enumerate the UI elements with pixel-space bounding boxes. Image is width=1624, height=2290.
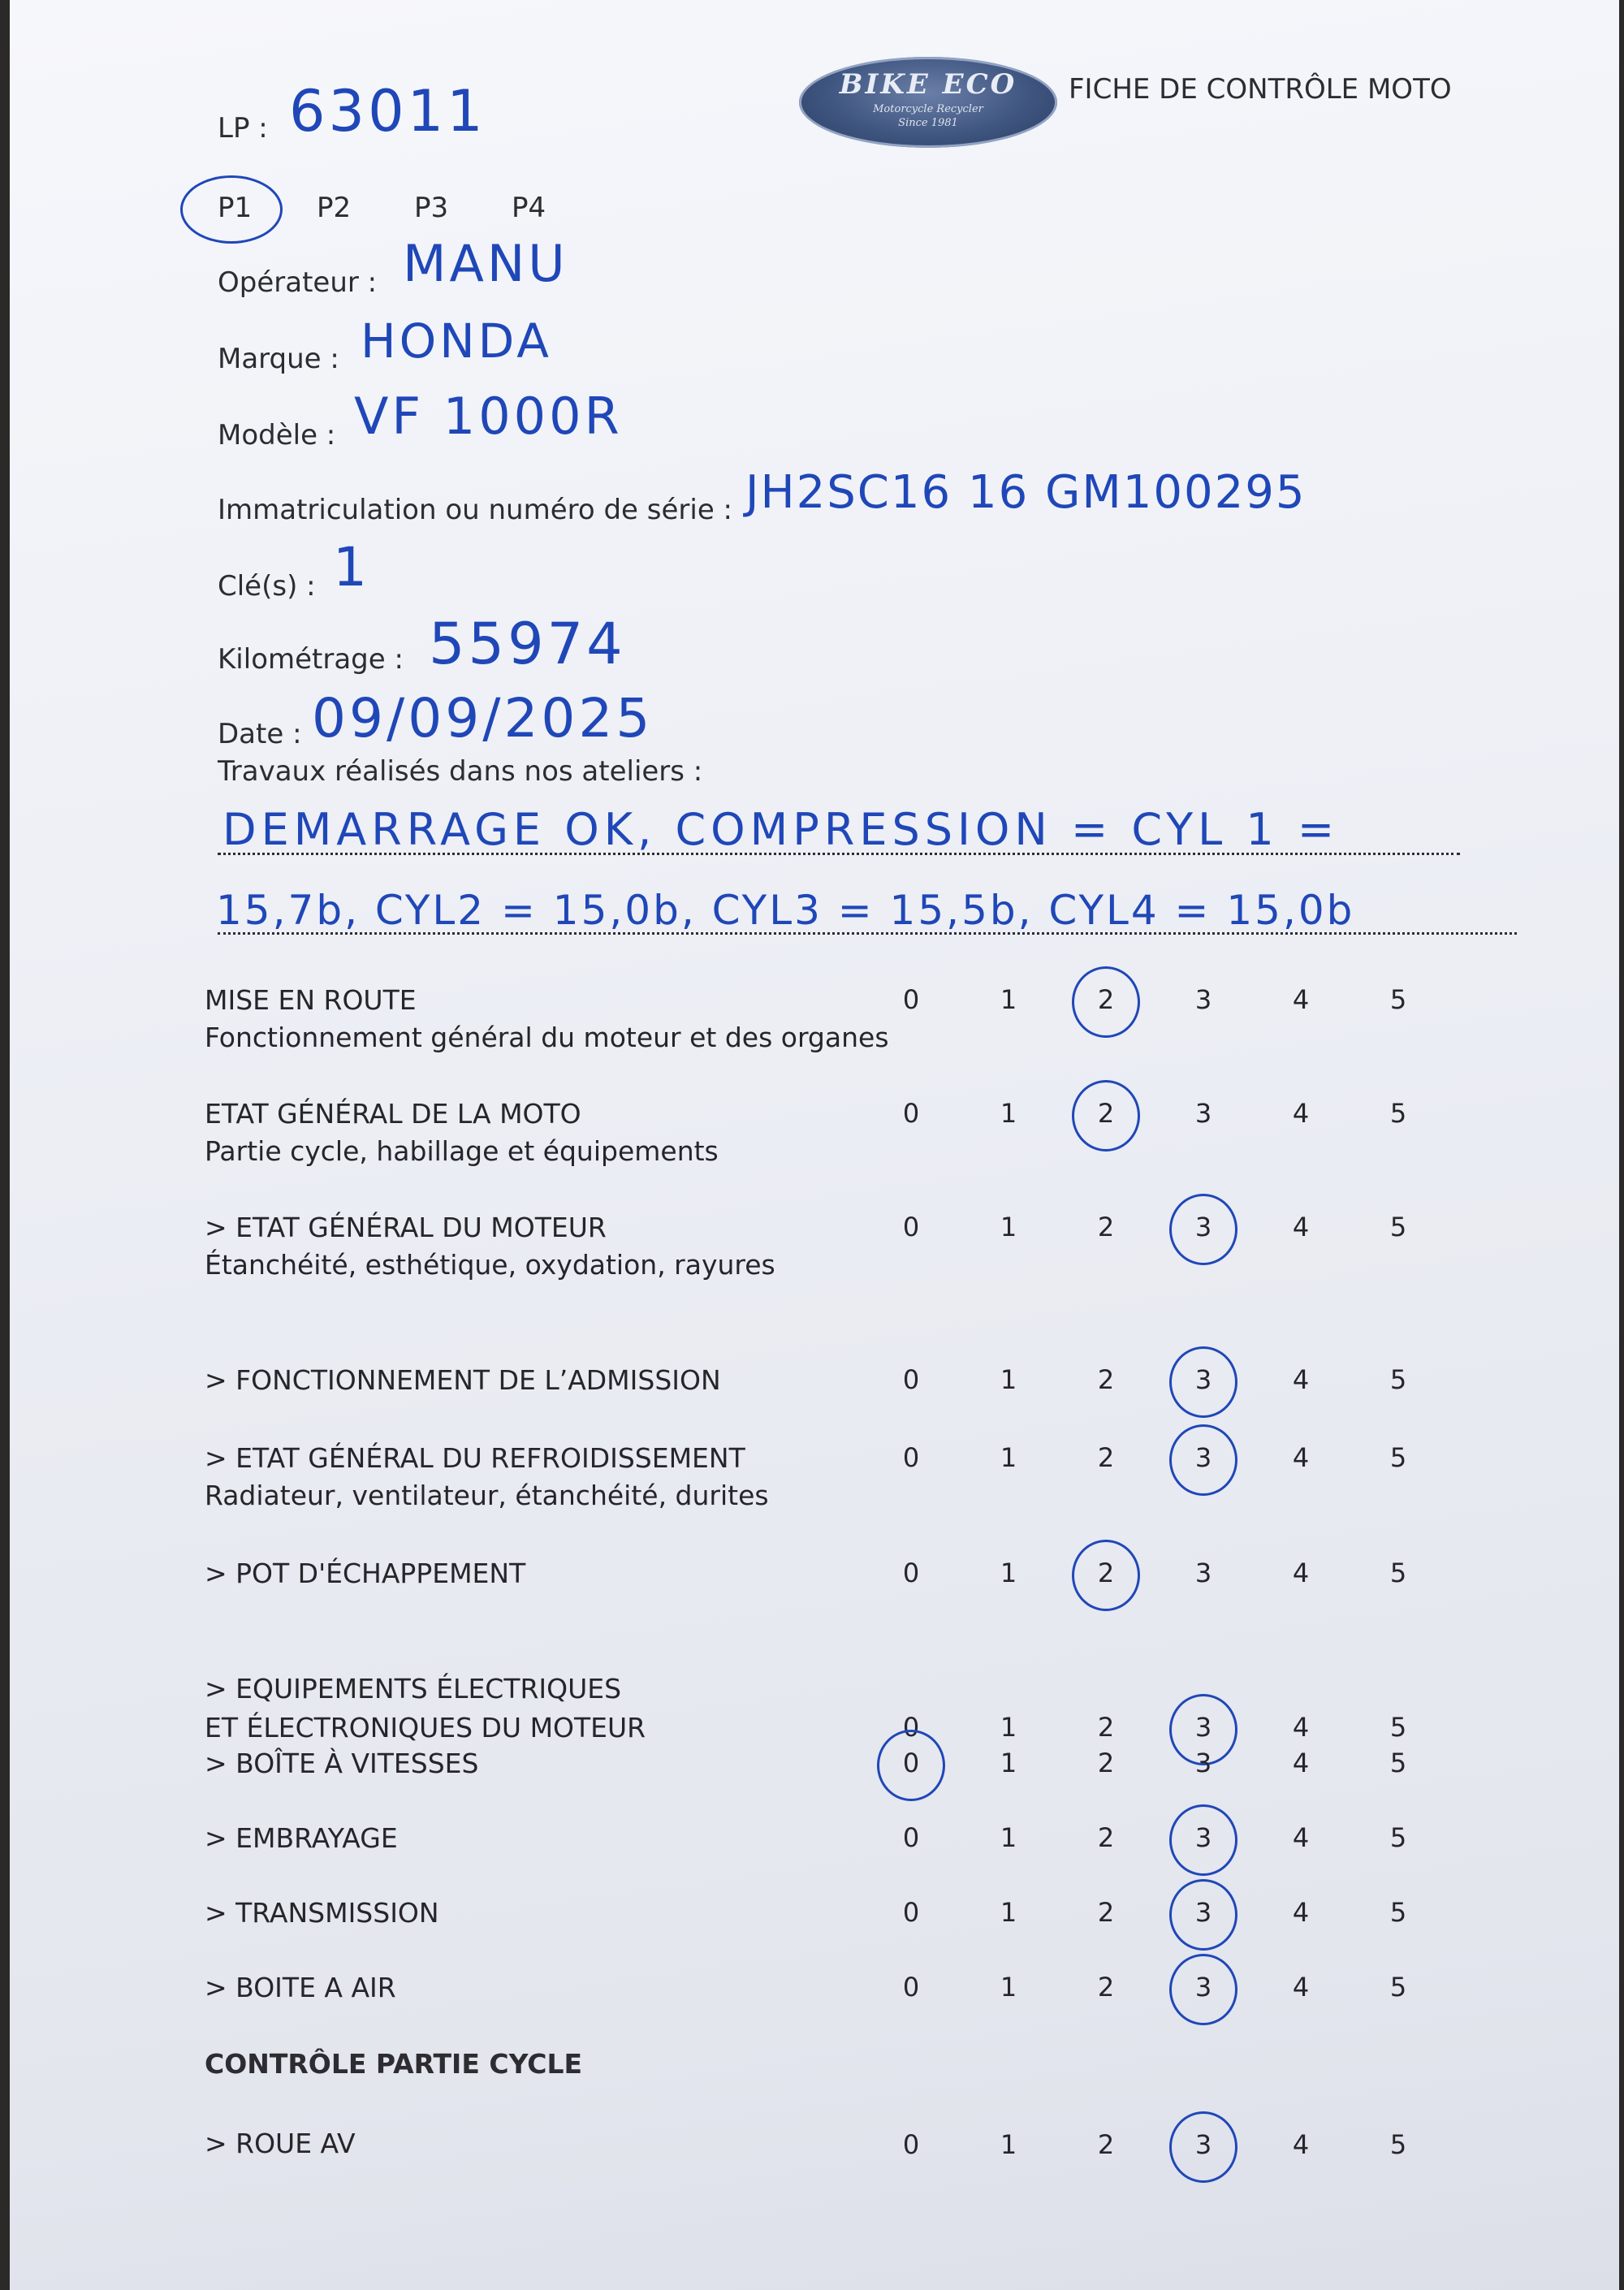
row-subtitle: ET ÉLECTRONIQUES DU MOTEUR — [205, 1712, 646, 1743]
operator-label: Opérateur : — [218, 266, 378, 299]
score-option-selected[interactable]: 3 — [1187, 2129, 1220, 2160]
score-option[interactable]: 4 — [1292, 1212, 1310, 1242]
score-option[interactable]: 1 — [1000, 1098, 1017, 1129]
score-option-selected[interactable]: 3 — [1187, 1972, 1220, 2003]
position-p4[interactable]: P4 — [512, 192, 546, 224]
score-option[interactable]: 4 — [1292, 1748, 1310, 1778]
score-option[interactable]: 4 — [1292, 1098, 1310, 1129]
score-option[interactable]: 4 — [1292, 1822, 1310, 1853]
score-option[interactable]: 5 — [1389, 1897, 1407, 1928]
bike-eco-logo — [799, 57, 1057, 148]
score-option[interactable]: 2 — [1097, 2129, 1115, 2160]
score-option[interactable]: 1 — [1000, 1712, 1017, 1743]
works-dotline1 — [218, 853, 1460, 855]
score-option[interactable]: 0 — [902, 2129, 920, 2160]
score-option[interactable]: 3 — [1194, 1558, 1212, 1588]
works-line2[interactable]: 15,7b, CYL2 = 15,0b, CYL3 = 15,5b, CYL4 = 15,0b — [216, 887, 1355, 934]
score-option-selected[interactable]: 3 — [1187, 1442, 1220, 1473]
score-option[interactable]: 1 — [1000, 1897, 1017, 1928]
brand-label: Marque : — [218, 343, 339, 375]
row-title: > EMBRAYAGE — [205, 1822, 398, 1854]
score-option[interactable]: 2 — [1097, 1972, 1115, 2003]
score-option[interactable]: 0 — [902, 1897, 920, 1928]
score-option[interactable]: 4 — [1292, 1897, 1310, 1928]
score-option[interactable]: 4 — [1292, 984, 1310, 1015]
control-sheet — [10, 0, 1619, 2290]
score-option[interactable]: 4 — [1292, 1442, 1310, 1473]
row-subtitle: Fonctionnement général du moteur et des organes — [205, 1022, 889, 1053]
position-selected-circle — [180, 175, 283, 244]
score-option-selected[interactable]: 3 — [1187, 1822, 1220, 1853]
score-option-selected[interactable]: 3 — [1187, 1897, 1220, 1928]
score-option[interactable]: 1 — [1000, 984, 1017, 1015]
score-option[interactable]: 5 — [1389, 1442, 1407, 1473]
score-option[interactable]: 3 — [1194, 1748, 1212, 1778]
score-option[interactable]: 1 — [1000, 1822, 1017, 1853]
score-option[interactable]: 5 — [1389, 1822, 1407, 1853]
score-option[interactable]: 1 — [1000, 1212, 1017, 1242]
score-option[interactable]: 0 — [902, 1712, 920, 1743]
score-option[interactable]: 5 — [1389, 1558, 1407, 1588]
row-title: MISE EN ROUTE — [205, 984, 417, 1016]
score-option[interactable]: 4 — [1292, 1712, 1310, 1743]
score-option[interactable]: 4 — [1292, 1558, 1310, 1588]
score-option[interactable]: 1 — [1000, 1558, 1017, 1588]
row-title: > ETAT GÉNÉRAL DU MOTEUR — [205, 1212, 607, 1243]
score-option[interactable]: 5 — [1389, 1212, 1407, 1242]
row-subtitle: Partie cycle, habillage et équipements — [205, 1135, 719, 1167]
position-p2[interactable]: P2 — [317, 192, 352, 224]
row-title: > ROUE AV — [205, 2128, 356, 2159]
score-option[interactable]: 2 — [1097, 1712, 1115, 1743]
score-option[interactable]: 2 — [1097, 1212, 1115, 1242]
works-dotline2 — [218, 932, 1517, 935]
logo-line1: Motorcycle Recycler — [873, 103, 983, 115]
score-option[interactable]: 0 — [902, 1558, 920, 1588]
score-option[interactable]: 0 — [902, 1972, 920, 2003]
brand-value[interactable]: HONDA — [361, 313, 552, 369]
position-p3[interactable]: P3 — [414, 192, 449, 224]
lp-value: 63011 — [289, 78, 486, 145]
score-option[interactable]: 0 — [902, 1212, 920, 1242]
row-title: > BOÎTE À VITESSES — [205, 1748, 479, 1779]
date-value[interactable]: 09/09/2025 — [312, 687, 654, 750]
row-title: > ETAT GÉNÉRAL DU REFROIDISSEMENT — [205, 1442, 745, 1474]
km-label: Kilométrage : — [218, 643, 404, 676]
row-title: ETAT GÉNÉRAL DE LA MOTO — [205, 1098, 581, 1130]
date-label: Date : — [218, 718, 302, 750]
position-p1[interactable]: P1 — [218, 192, 253, 224]
works-line1[interactable]: DEMARRAGE OK, COMPRESSION = CYL 1 = — [222, 804, 1340, 855]
score-option[interactable]: 2 — [1097, 1897, 1115, 1928]
score-option[interactable]: 0 — [902, 984, 920, 1015]
lp-label: LP : — [218, 112, 268, 145]
keys-label: Clé(s) : — [218, 570, 316, 603]
score-option[interactable]: 5 — [1389, 2129, 1407, 2160]
section-cycle-title: CONTRÔLE PARTIE CYCLE — [205, 2048, 583, 2080]
row-subtitle: Étanchéité, esthétique, oxydation, rayures — [205, 1249, 775, 1281]
score-option[interactable]: 2 — [1097, 1442, 1115, 1473]
score-option[interactable]: 1 — [1000, 1748, 1017, 1778]
km-value[interactable]: 55974 — [429, 611, 626, 677]
model-value[interactable]: VF 1000R — [354, 387, 623, 446]
score-option[interactable]: 1 — [1000, 1442, 1017, 1473]
row-title: > BOITE A AIR — [205, 1972, 396, 2003]
score-option-selected[interactable]: 2 — [1090, 1098, 1122, 1129]
score-option[interactable]: 2 — [1097, 1364, 1115, 1395]
score-option[interactable]: 3 — [1194, 1098, 1212, 1129]
score-option-selected[interactable]: 3 — [1187, 1712, 1220, 1743]
serial-value[interactable]: JH2SC16 16 GM100295 — [745, 466, 1307, 519]
score-option-selected[interactable]: 3 — [1187, 1212, 1220, 1242]
score-option[interactable]: 0 — [902, 1442, 920, 1473]
score-option[interactable]: 5 — [1389, 1712, 1407, 1743]
row-title: > FONCTIONNEMENT DE L’ADMISSION — [205, 1364, 721, 1396]
score-option[interactable]: 4 — [1292, 2129, 1310, 2160]
score-option[interactable]: 5 — [1389, 984, 1407, 1015]
score-option[interactable]: 1 — [1000, 1972, 1017, 2003]
score-option[interactable]: 4 — [1292, 1972, 1310, 2003]
score-option[interactable]: 5 — [1389, 1364, 1407, 1395]
row-title: > POT D'ÉCHAPPEMENT — [205, 1558, 526, 1589]
logo-line2: Since 1981 — [898, 117, 958, 129]
keys-value[interactable]: 1 — [333, 536, 370, 598]
score-option[interactable]: 1 — [1000, 1364, 1017, 1395]
score-option[interactable]: 0 — [902, 1364, 920, 1395]
operator-value[interactable]: MANU — [403, 234, 568, 293]
sheet-title: FICHE DE CONTRÔLE MOTO — [1069, 73, 1452, 106]
works-label: Travaux réalisés dans nos ateliers : — [218, 755, 703, 788]
score-option[interactable]: 2 — [1097, 1822, 1115, 1853]
serial-label: Immatriculation ou numéro de série : — [218, 494, 732, 526]
score-option[interactable]: 2 — [1097, 1748, 1115, 1778]
score-option-selected[interactable]: 2 — [1090, 1558, 1122, 1588]
score-option[interactable]: 4 — [1292, 1364, 1310, 1395]
score-option-selected[interactable]: 3 — [1187, 1364, 1220, 1395]
score-option[interactable]: 3 — [1194, 984, 1212, 1015]
logo-tagline — [799, 102, 1057, 130]
row-subtitle: Radiateur, ventilateur, étanchéité, durites — [205, 1480, 769, 1511]
logo-name: BIKE ECO — [839, 68, 1017, 101]
score-option[interactable]: 0 — [902, 1822, 920, 1853]
row-title: > EQUIPEMENTS ÉLECTRIQUES — [205, 1673, 622, 1705]
score-option[interactable]: 5 — [1389, 1972, 1407, 2003]
model-label: Modèle : — [218, 419, 336, 452]
score-option[interactable]: 1 — [1000, 2129, 1017, 2160]
score-option[interactable]: 0 — [902, 1098, 920, 1129]
score-option[interactable]: 5 — [1389, 1098, 1407, 1129]
score-option-selected[interactable]: 0 — [895, 1748, 927, 1778]
score-option[interactable]: 5 — [1389, 1748, 1407, 1778]
score-option-selected[interactable]: 2 — [1090, 984, 1122, 1015]
row-title: > TRANSMISSION — [205, 1897, 439, 1929]
